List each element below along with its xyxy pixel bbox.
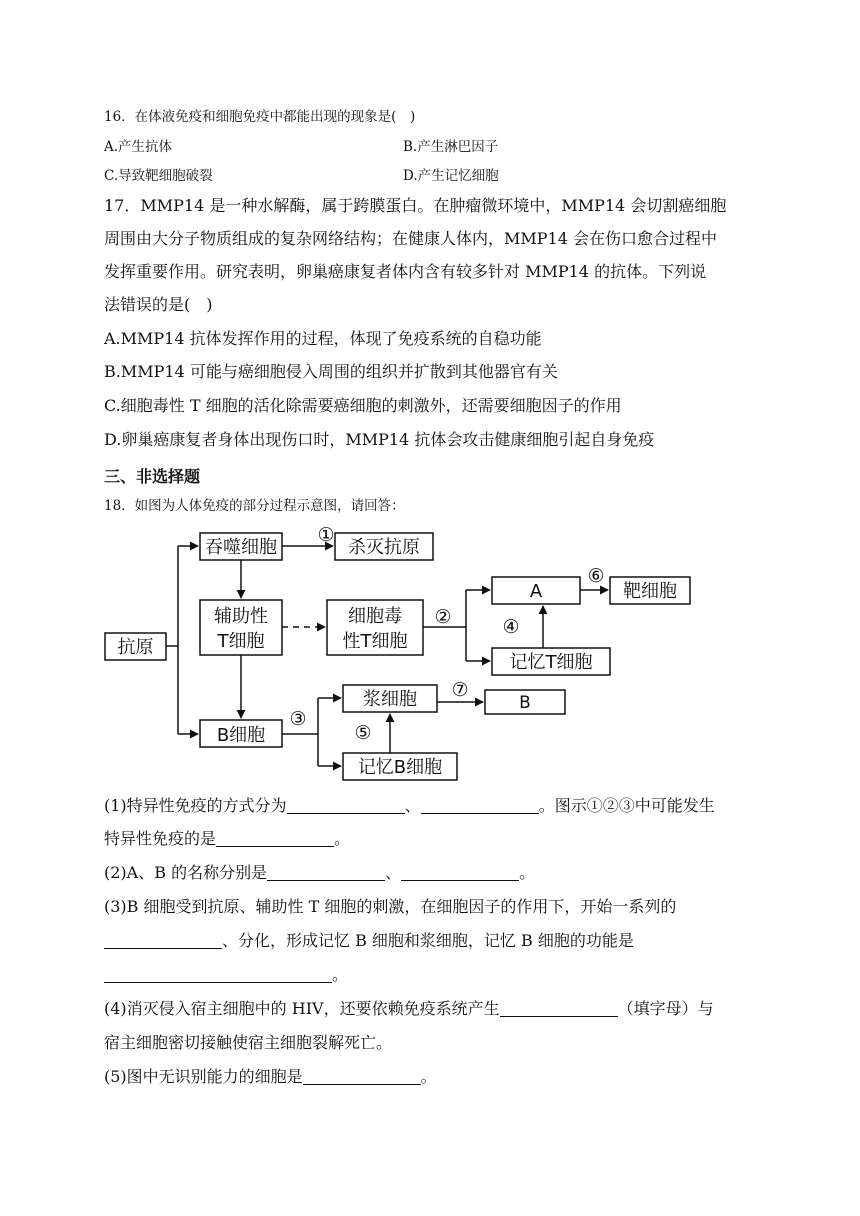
q16-option-a: A.产生抗体: [104, 139, 173, 155]
sub1-sep: 、: [404, 796, 421, 815]
marker-3: ③: [289, 708, 307, 730]
sub5-text-a: (5)图中无识别能力的细胞是: [104, 1067, 303, 1086]
marker-1: ①: [317, 525, 335, 546]
q16-option-d: D.产生记忆细胞: [403, 168, 499, 184]
label-cytotoxic-t-1: 细胞毒: [348, 606, 402, 627]
sub-question-3: (3)B 细胞受到抗原、辅助性 T 细胞的刺激，在细胞因子的作用下，开始一系列的: [104, 897, 677, 916]
sub-question-1: [104, 793, 715, 816]
label-helper-t-2: T细胞: [217, 631, 265, 652]
marker-7: ⑦: [451, 679, 469, 701]
label-target-cell: 靶细胞: [623, 581, 677, 602]
label-b-cell: B细胞: [216, 725, 266, 746]
marker-4: ④: [502, 616, 520, 638]
q17-option-d: D.卵巢癌康复者身体出现伤口时，MMP14 抗体会攻击健康细胞引起自身免疫: [104, 430, 655, 449]
sub-question-4: [104, 996, 714, 1019]
sub-question-3-cont2: [104, 962, 348, 985]
q17-stem-line: 周围由大分子物质组成的复杂网络结构；在健康人体内，MMP14 会在伤口愈合过程中: [104, 229, 717, 248]
answer-blank[interactable]: [267, 864, 385, 881]
sub1-text-c: 特异性免疫的是: [104, 829, 217, 848]
answer-blank[interactable]: [303, 1068, 421, 1085]
answer-blank[interactable]: [421, 797, 539, 814]
label-helper-t-1: 辅助性: [214, 606, 268, 627]
label-antigen: 抗原: [117, 637, 154, 658]
sub3-end: 。: [332, 965, 349, 984]
sub-question-4-cont: 宿主细胞密切接触使宿主细胞裂解死亡。: [104, 1033, 393, 1052]
sub5-end: 。: [420, 1067, 437, 1086]
sub1-text-a: (1)特异性免疫的方式分为: [104, 796, 287, 815]
sub1-text-b: 。图示①②③中可能发生: [538, 796, 715, 815]
sub-question-2: [104, 860, 535, 883]
label-memory-b: 记忆B细胞: [357, 757, 443, 778]
q16-option-c: C.导致靶细胞破裂: [104, 168, 213, 184]
sub2-sep: 、: [385, 863, 402, 882]
sub4-text-b: （填字母）与: [617, 999, 714, 1018]
q16-option-b: B.产生淋巴因子: [403, 139, 499, 155]
label-plasma-cell: 浆细胞: [363, 689, 417, 710]
answer-blank[interactable]: [401, 864, 519, 881]
q17-stem-line: 17．MMP14 是一种水解酶，属于跨膜蛋白。在肿瘤微环境中，MMP14 会切割癌细胞: [104, 196, 727, 215]
marker-2: ②: [434, 606, 452, 628]
sub3-text-b: 、分化，形成记忆 B 细胞和浆细胞，记忆 B 细胞的功能是: [222, 931, 634, 950]
q18-stem: 18．如图为人体免疫的部分过程示意图，请回答：: [104, 498, 405, 514]
label-memory-t: 记忆T细胞: [509, 652, 593, 673]
sub2-end: 。: [519, 863, 536, 882]
marker-6: ⑥: [587, 565, 605, 587]
q17-stem-line: 法错误的是( ): [104, 295, 213, 314]
q17-option-b: B.MMP14 可能与癌细胞侵入周围的组织并扩散到其他器官有关: [104, 362, 558, 381]
section-heading: 三、非选择题: [104, 467, 201, 486]
answer-blank[interactable]: [287, 797, 405, 814]
label-kill-antigen: 杀灭抗原: [348, 537, 420, 558]
answer-blank[interactable]: [216, 830, 334, 847]
sub4-text-a: (4)消灭侵入宿主细胞中的 HIV，还要依赖免疫系统产生: [104, 999, 500, 1018]
label-b: B: [519, 693, 531, 713]
label-a: A: [529, 581, 543, 602]
sub-question-3-cont: [104, 928, 634, 951]
answer-blank[interactable]: [104, 932, 222, 949]
sub1-end: 。: [334, 829, 351, 848]
marker-5: ⑤: [354, 722, 372, 744]
q17-stem-line: 发挥重要作用。研究表明，卵巢癌康复者体内含有较多针对 MMP14 的抗体。下列说: [104, 262, 707, 281]
q17-option-a: A.MMP14 抗体发挥作用的过程，体现了免疫系统的自稳功能: [104, 329, 542, 348]
sub-question-1-cont: [104, 826, 350, 849]
q16-stem: 16．在体液免疫和细胞免疫中都能出现的现象是( ): [104, 109, 416, 125]
q17-option-c: C.细胞毒性 T 细胞的活化除需要癌细胞的刺激外，还需要细胞因子的作用: [104, 396, 622, 415]
answer-blank[interactable]: [500, 1000, 618, 1017]
answer-blank[interactable]: [104, 966, 332, 983]
sub2-text-a: (2)A、B 的名称分别是: [104, 863, 268, 882]
label-phagocyte: 吞噬细胞: [205, 537, 277, 558]
sub-question-5: [104, 1064, 437, 1087]
immune-process-diagram: [100, 525, 700, 790]
label-cytotoxic-t-2: 性T细胞: [342, 631, 408, 652]
